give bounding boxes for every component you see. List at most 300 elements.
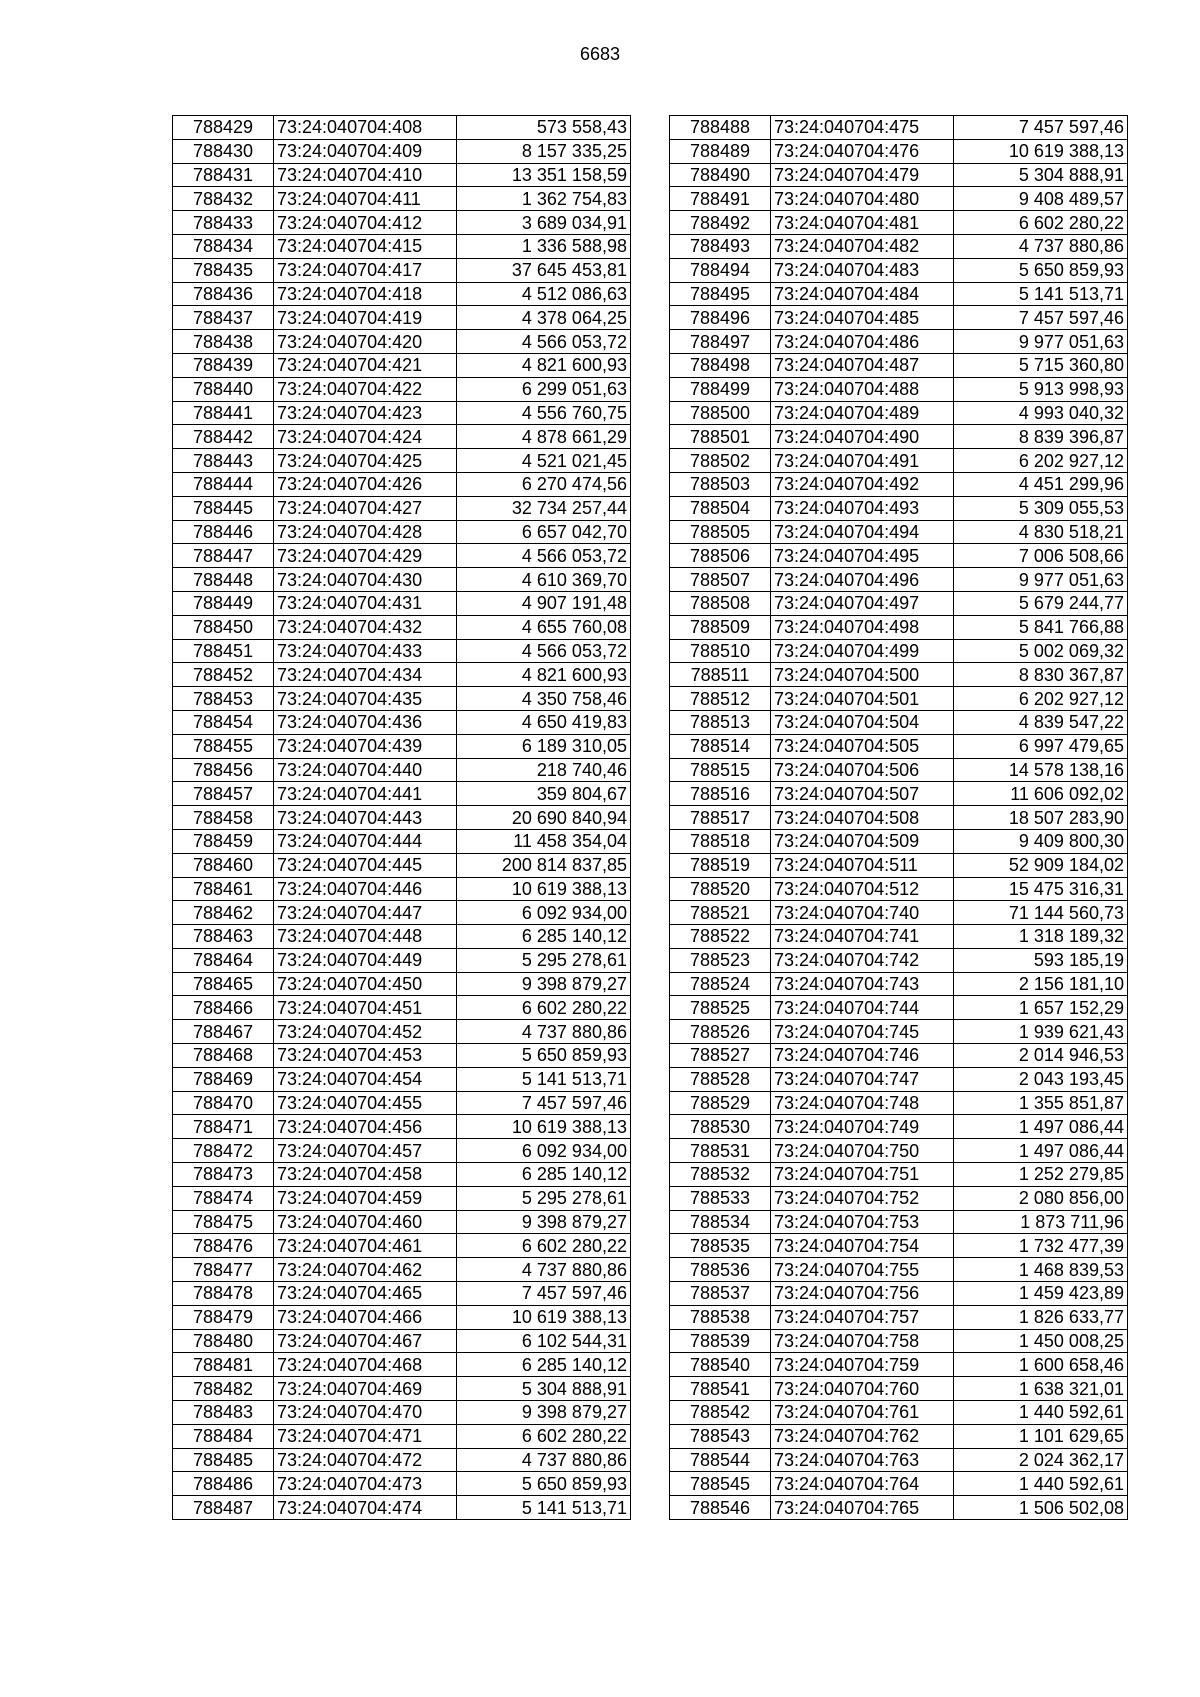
cadastral-number-cell: 73:24:040704:479: [771, 163, 954, 187]
value-cell: 1 600 658,46: [954, 1353, 1128, 1377]
table-row: [670, 187, 1128, 211]
table-row: [670, 496, 1128, 520]
cadastral-number-cell: 73:24:040704:745: [771, 1020, 954, 1044]
value-cell: 1 826 633,77: [954, 1305, 1128, 1329]
cadastral-number-cell: 73:24:040704:754: [771, 1234, 954, 1258]
row-id-cell: 788449: [173, 591, 274, 615]
cadastral-number-cell: 73:24:040704:471: [274, 1424, 457, 1448]
table-row: [173, 520, 631, 544]
value-cell: 5 141 513,71: [457, 1496, 631, 1520]
row-id-cell: 788476: [173, 1234, 274, 1258]
value-cell: 4 737 880,86: [457, 1258, 631, 1282]
row-id-cell: 788522: [670, 925, 771, 949]
cadastral-number-cell: 73:24:040704:431: [274, 591, 457, 615]
value-cell: 6 285 140,12: [457, 1163, 631, 1187]
cadastral-number-cell: 73:24:040704:462: [274, 1258, 457, 1282]
table-row: [173, 1234, 631, 1258]
cadastral-number-cell: 73:24:040704:509: [771, 829, 954, 853]
table-row: [173, 925, 631, 949]
value-cell: 1 318 189,32: [954, 925, 1128, 949]
value-cell: 4 566 053,72: [457, 639, 631, 663]
value-cell: 4 610 369,70: [457, 568, 631, 592]
table-row: [173, 282, 631, 306]
cadastral-number-cell: 73:24:040704:492: [771, 472, 954, 496]
table-row: [670, 1353, 1128, 1377]
row-id-cell: 788471: [173, 1115, 274, 1139]
value-cell: 6 602 280,22: [457, 1424, 631, 1448]
table-row: [173, 1472, 631, 1496]
value-cell: 6 102 544,31: [457, 1329, 631, 1353]
cadastral-number-cell: 73:24:040704:411: [274, 187, 457, 211]
row-id-cell: 788472: [173, 1139, 274, 1163]
row-id-cell: 788456: [173, 758, 274, 782]
row-id-cell: 788473: [173, 1163, 274, 1187]
row-id-cell: 788503: [670, 472, 771, 496]
row-id-cell: 788481: [173, 1353, 274, 1377]
value-cell: 8 839 396,87: [954, 425, 1128, 449]
table-row: [670, 1163, 1128, 1187]
cadastral-number-cell: 73:24:040704:447: [274, 901, 457, 925]
table-row: [173, 234, 631, 258]
row-id-cell: 788448: [173, 568, 274, 592]
table-row: [173, 306, 631, 330]
row-id-cell: 788439: [173, 353, 274, 377]
table-row: [670, 258, 1128, 282]
value-cell: 4 566 053,72: [457, 544, 631, 568]
value-cell: 6 997 479,65: [954, 734, 1128, 758]
row-id-cell: 788498: [670, 353, 771, 377]
value-cell: 4 737 880,86: [457, 1020, 631, 1044]
cadastral-number-cell: 73:24:040704:481: [771, 211, 954, 235]
cadastral-number-cell: 73:24:040704:742: [771, 948, 954, 972]
row-id-cell: 788512: [670, 687, 771, 711]
table-row: [173, 1020, 631, 1044]
cadastral-number-cell: 73:24:040704:498: [771, 615, 954, 639]
table-row: [670, 139, 1128, 163]
table-row: [670, 853, 1128, 877]
value-cell: 13 351 158,59: [457, 163, 631, 187]
value-cell: 11 606 092,02: [954, 782, 1128, 806]
table-row: [173, 853, 631, 877]
row-id-cell: 788460: [173, 853, 274, 877]
row-id-cell: 788452: [173, 663, 274, 687]
value-cell: 11 458 354,04: [457, 829, 631, 853]
table-row: [173, 496, 631, 520]
value-cell: 4 821 600,93: [457, 663, 631, 687]
row-id-cell: 788525: [670, 996, 771, 1020]
table-row: [670, 1424, 1128, 1448]
table-row: [173, 449, 631, 473]
value-cell: 5 913 998,93: [954, 377, 1128, 401]
cadastral-number-cell: 73:24:040704:495: [771, 544, 954, 568]
cadastral-number-cell: 73:24:040704:429: [274, 544, 457, 568]
value-cell: 6 092 934,00: [457, 901, 631, 925]
table-row: [670, 901, 1128, 925]
value-cell: 8 157 335,25: [457, 139, 631, 163]
row-id-cell: 788440: [173, 377, 274, 401]
row-id-cell: 788504: [670, 496, 771, 520]
value-cell: 9 398 879,27: [457, 1401, 631, 1425]
left-table-body: [173, 116, 631, 1520]
cadastral-number-cell: 73:24:040704:489: [771, 401, 954, 425]
table-row: [173, 710, 631, 734]
value-cell: 4 451 299,96: [954, 472, 1128, 496]
cadastral-number-cell: 73:24:040704:441: [274, 782, 457, 806]
value-cell: 5 002 069,32: [954, 639, 1128, 663]
cadastral-number-cell: 73:24:040704:484: [771, 282, 954, 306]
cadastral-number-cell: 73:24:040704:467: [274, 1329, 457, 1353]
table-row: [670, 1305, 1128, 1329]
cadastral-number-cell: 73:24:040704:494: [771, 520, 954, 544]
table-row: [670, 591, 1128, 615]
row-id-cell: 788527: [670, 1044, 771, 1068]
value-cell: 2 080 856,00: [954, 1186, 1128, 1210]
table-row: [670, 996, 1128, 1020]
table-row: [173, 639, 631, 663]
value-cell: 1 101 629,65: [954, 1424, 1128, 1448]
row-id-cell: 788529: [670, 1091, 771, 1115]
table-row: [670, 1401, 1128, 1425]
cadastral-number-cell: 73:24:040704:459: [274, 1186, 457, 1210]
row-id-cell: 788496: [670, 306, 771, 330]
value-cell: 4 839 547,22: [954, 710, 1128, 734]
cadastral-number-cell: 73:24:040704:493: [771, 496, 954, 520]
row-id-cell: 788437: [173, 306, 274, 330]
value-cell: 2 156 181,10: [954, 972, 1128, 996]
right-table: [669, 115, 1128, 1520]
row-id-cell: 788534: [670, 1210, 771, 1234]
table-row: [173, 1305, 631, 1329]
value-cell: 2 014 946,53: [954, 1044, 1128, 1068]
cadastral-number-cell: 73:24:040704:465: [274, 1282, 457, 1306]
table-row: [173, 187, 631, 211]
cadastral-number-cell: 73:24:040704:424: [274, 425, 457, 449]
cadastral-number-cell: 73:24:040704:475: [771, 116, 954, 140]
cadastral-number-cell: 73:24:040704:504: [771, 710, 954, 734]
table-row: [173, 163, 631, 187]
cadastral-number-cell: 73:24:040704:425: [274, 449, 457, 473]
row-id-cell: 788494: [670, 258, 771, 282]
row-id-cell: 788506: [670, 544, 771, 568]
row-id-cell: 788519: [670, 853, 771, 877]
table-row: [173, 1401, 631, 1425]
row-id-cell: 788485: [173, 1448, 274, 1472]
table-row: [173, 116, 631, 140]
cadastral-number-cell: 73:24:040704:450: [274, 972, 457, 996]
cadastral-number-cell: 73:24:040704:749: [771, 1115, 954, 1139]
value-cell: 573 558,43: [457, 116, 631, 140]
table-row: [173, 806, 631, 830]
table-row: [670, 710, 1128, 734]
cadastral-number-cell: 73:24:040704:419: [274, 306, 457, 330]
value-cell: 1 440 592,61: [954, 1401, 1128, 1425]
row-id-cell: 788446: [173, 520, 274, 544]
value-cell: 6 285 140,12: [457, 1353, 631, 1377]
row-id-cell: 788482: [173, 1377, 274, 1401]
cadastral-number-cell: 73:24:040704:499: [771, 639, 954, 663]
value-cell: 4 737 880,86: [954, 234, 1128, 258]
value-cell: 4 521 021,45: [457, 449, 631, 473]
row-id-cell: 788429: [173, 116, 274, 140]
cadastral-number-cell: 73:24:040704:451: [274, 996, 457, 1020]
table-row: [173, 877, 631, 901]
table-row: [173, 211, 631, 235]
table-row: [173, 258, 631, 282]
value-cell: 6 602 280,22: [954, 211, 1128, 235]
row-id-cell: 788492: [670, 211, 771, 235]
table-row: [670, 806, 1128, 830]
table-row: [670, 639, 1128, 663]
table-row: [173, 591, 631, 615]
value-cell: 1 657 152,29: [954, 996, 1128, 1020]
row-id-cell: 788545: [670, 1472, 771, 1496]
row-id-cell: 788532: [670, 1163, 771, 1187]
row-id-cell: 788474: [173, 1186, 274, 1210]
row-id-cell: 788468: [173, 1044, 274, 1068]
row-id-cell: 788489: [670, 139, 771, 163]
value-cell: 9 977 051,63: [954, 330, 1128, 354]
value-cell: 6 092 934,00: [457, 1139, 631, 1163]
value-cell: 3 689 034,91: [457, 211, 631, 235]
row-id-cell: 788515: [670, 758, 771, 782]
cadastral-number-cell: 73:24:040704:490: [771, 425, 954, 449]
row-id-cell: 788432: [173, 187, 274, 211]
table-row: [173, 1139, 631, 1163]
value-cell: 5 141 513,71: [954, 282, 1128, 306]
table-row: [173, 1091, 631, 1115]
value-cell: 218 740,46: [457, 758, 631, 782]
row-id-cell: 788443: [173, 449, 274, 473]
cadastral-number-cell: 73:24:040704:491: [771, 449, 954, 473]
table-row: [173, 425, 631, 449]
value-cell: 6 657 042,70: [457, 520, 631, 544]
table-row: [670, 377, 1128, 401]
row-id-cell: 788533: [670, 1186, 771, 1210]
value-cell: 6 602 280,22: [457, 1234, 631, 1258]
table-row: [173, 544, 631, 568]
value-cell: 5 295 278,61: [457, 948, 631, 972]
row-id-cell: 788538: [670, 1305, 771, 1329]
row-id-cell: 788514: [670, 734, 771, 758]
cadastral-number-cell: 73:24:040704:474: [274, 1496, 457, 1520]
row-id-cell: 788539: [670, 1329, 771, 1353]
row-id-cell: 788464: [173, 948, 274, 972]
cadastral-number-cell: 73:24:040704:753: [771, 1210, 954, 1234]
page-number: 6683: [579, 44, 621, 64]
right-table-body: [670, 116, 1128, 1520]
table-row: [670, 1091, 1128, 1115]
cadastral-number-cell: 73:24:040704:508: [771, 806, 954, 830]
row-id-cell: 788463: [173, 925, 274, 949]
value-cell: 4 821 600,93: [457, 353, 631, 377]
row-id-cell: 788540: [670, 1353, 771, 1377]
cadastral-number-cell: 73:24:040704:763: [771, 1448, 954, 1472]
table-row: [173, 377, 631, 401]
cadastral-number-cell: 73:24:040704:512: [771, 877, 954, 901]
value-cell: 5 715 360,80: [954, 353, 1128, 377]
cadastral-number-cell: 73:24:040704:759: [771, 1353, 954, 1377]
table-row: [670, 282, 1128, 306]
cadastral-number-cell: 73:24:040704:761: [771, 1401, 954, 1425]
cadastral-number-cell: 73:24:040704:458: [274, 1163, 457, 1187]
cadastral-number-cell: 73:24:040704:762: [771, 1424, 954, 1448]
value-cell: 4 556 760,75: [457, 401, 631, 425]
cadastral-number-cell: 73:24:040704:506: [771, 758, 954, 782]
value-cell: 5 650 859,93: [457, 1044, 631, 1068]
value-cell: 10 619 388,13: [457, 1305, 631, 1329]
table-row: [173, 687, 631, 711]
row-id-cell: 788459: [173, 829, 274, 853]
table-row: [173, 1210, 631, 1234]
table-row: [173, 1044, 631, 1068]
value-cell: 4 512 086,63: [457, 282, 631, 306]
table-row: [670, 211, 1128, 235]
row-id-cell: 788509: [670, 615, 771, 639]
value-cell: 4 907 191,48: [457, 591, 631, 615]
table-row: [670, 1234, 1128, 1258]
row-id-cell: 788483: [173, 1401, 274, 1425]
table-row: [173, 401, 631, 425]
value-cell: 5 141 513,71: [457, 1067, 631, 1091]
cadastral-number-cell: 73:24:040704:757: [771, 1305, 954, 1329]
table-row: [173, 901, 631, 925]
value-cell: 7 457 597,46: [954, 116, 1128, 140]
table-row: [173, 948, 631, 972]
row-id-cell: 788501: [670, 425, 771, 449]
row-id-cell: 788469: [173, 1067, 274, 1091]
table-row: [670, 1258, 1128, 1282]
cadastral-number-cell: 73:24:040704:743: [771, 972, 954, 996]
cadastral-number-cell: 73:24:040704:422: [274, 377, 457, 401]
cadastral-number-cell: 73:24:040704:412: [274, 211, 457, 235]
cadastral-number-cell: 73:24:040704:488: [771, 377, 954, 401]
table-row: [670, 1210, 1128, 1234]
table-row: [670, 1377, 1128, 1401]
cadastral-number-cell: 73:24:040704:423: [274, 401, 457, 425]
value-cell: 4 350 758,46: [457, 687, 631, 711]
row-id-cell: 788528: [670, 1067, 771, 1091]
value-cell: 7 457 597,46: [954, 306, 1128, 330]
table-row: [670, 877, 1128, 901]
value-cell: 359 804,67: [457, 782, 631, 806]
value-cell: 6 202 927,12: [954, 687, 1128, 711]
row-id-cell: 788451: [173, 639, 274, 663]
value-cell: 6 270 474,56: [457, 472, 631, 496]
table-row: [173, 1496, 631, 1520]
cadastral-number-cell: 73:24:040704:446: [274, 877, 457, 901]
row-id-cell: 788465: [173, 972, 274, 996]
row-id-cell: 788513: [670, 710, 771, 734]
value-cell: 1 355 851,87: [954, 1091, 1128, 1115]
row-id-cell: 788490: [670, 163, 771, 187]
value-cell: 6 189 310,05: [457, 734, 631, 758]
cadastral-number-cell: 73:24:040704:741: [771, 925, 954, 949]
row-id-cell: 788505: [670, 520, 771, 544]
row-id-cell: 788537: [670, 1282, 771, 1306]
row-id-cell: 788491: [670, 187, 771, 211]
table-row: [173, 472, 631, 496]
row-id-cell: 788487: [173, 1496, 274, 1520]
value-cell: 1 468 839,53: [954, 1258, 1128, 1282]
value-cell: 5 679 244,77: [954, 591, 1128, 615]
table-row: [173, 1282, 631, 1306]
cadastral-number-cell: 73:24:040704:417: [274, 258, 457, 282]
cadastral-number-cell: 73:24:040704:750: [771, 1139, 954, 1163]
table-row: [670, 925, 1128, 949]
cadastral-number-cell: 73:24:040704:435: [274, 687, 457, 711]
row-id-cell: 788518: [670, 829, 771, 853]
value-cell: 5 295 278,61: [457, 1186, 631, 1210]
row-id-cell: 788430: [173, 139, 274, 163]
row-id-cell: 788477: [173, 1258, 274, 1282]
value-cell: 5 304 888,91: [954, 163, 1128, 187]
row-id-cell: 788466: [173, 996, 274, 1020]
value-cell: 4 878 661,29: [457, 425, 631, 449]
table-row: [670, 1186, 1128, 1210]
cadastral-number-cell: 73:24:040704:496: [771, 568, 954, 592]
table-row: [670, 1472, 1128, 1496]
row-id-cell: 788461: [173, 877, 274, 901]
table-row: [173, 1067, 631, 1091]
table-row: [173, 1329, 631, 1353]
cadastral-number-cell: 73:24:040704:420: [274, 330, 457, 354]
table-row: [670, 306, 1128, 330]
cadastral-number-cell: 73:24:040704:764: [771, 1472, 954, 1496]
table-row: [670, 472, 1128, 496]
cadastral-number-cell: 73:24:040704:473: [274, 1472, 457, 1496]
value-cell: 5 650 859,93: [457, 1472, 631, 1496]
row-id-cell: 788493: [670, 234, 771, 258]
table-row: [173, 782, 631, 806]
value-cell: 5 841 766,88: [954, 615, 1128, 639]
cadastral-number-cell: 73:24:040704:746: [771, 1044, 954, 1068]
cadastral-number-cell: 73:24:040704:748: [771, 1091, 954, 1115]
value-cell: 6 285 140,12: [457, 925, 631, 949]
table-row: [670, 544, 1128, 568]
table-row: [173, 330, 631, 354]
row-id-cell: 788511: [670, 663, 771, 687]
table-row: [670, 234, 1128, 258]
table-row: [173, 996, 631, 1020]
row-id-cell: 788467: [173, 1020, 274, 1044]
cadastral-number-cell: 73:24:040704:453: [274, 1044, 457, 1068]
cadastral-number-cell: 73:24:040704:408: [274, 116, 457, 140]
table-row: [670, 163, 1128, 187]
row-id-cell: 788507: [670, 568, 771, 592]
cadastral-number-cell: 73:24:040704:428: [274, 520, 457, 544]
value-cell: 9 977 051,63: [954, 568, 1128, 592]
value-cell: 32 734 257,44: [457, 496, 631, 520]
table-row: [670, 663, 1128, 687]
value-cell: 4 566 053,72: [457, 330, 631, 354]
table-row: [173, 353, 631, 377]
table-row: [670, 734, 1128, 758]
value-cell: 1 732 477,39: [954, 1234, 1128, 1258]
value-cell: 4 737 880,86: [457, 1448, 631, 1472]
cadastral-number-cell: 73:24:040704:760: [771, 1377, 954, 1401]
value-cell: 1 362 754,83: [457, 187, 631, 211]
row-id-cell: 788478: [173, 1282, 274, 1306]
table-row: [173, 1424, 631, 1448]
row-id-cell: 788526: [670, 1020, 771, 1044]
cadastral-number-cell: 73:24:040704:501: [771, 687, 954, 711]
left-table: [172, 115, 631, 1520]
value-cell: 1 497 086,44: [954, 1139, 1128, 1163]
cadastral-number-cell: 73:24:040704:468: [274, 1353, 457, 1377]
cadastral-number-cell: 73:24:040704:436: [274, 710, 457, 734]
row-id-cell: 788495: [670, 282, 771, 306]
cadastral-number-cell: 73:24:040704:466: [274, 1305, 457, 1329]
